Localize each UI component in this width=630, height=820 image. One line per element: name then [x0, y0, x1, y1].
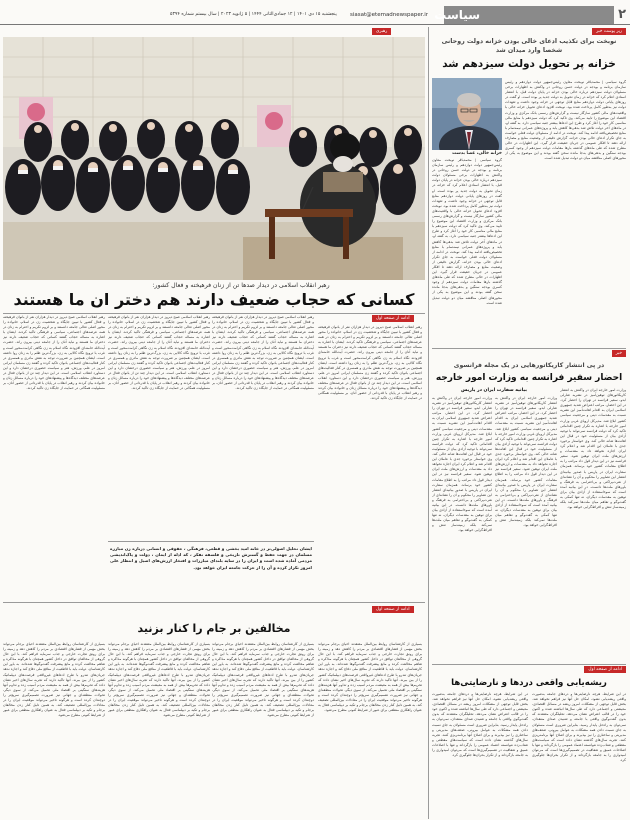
roots-story-headline: ریشه‌یابی واقعی دردها و نارضایتی‌ها: [451, 678, 607, 688]
right-top-body-col1: گروه سیاسی | محمدباقر نوبخت معاون رئیس‌جمهور دولت دوازدهم و رئیس سازمان برنامه و بودجه در دولت حسن روحانی در واکنش به اظهارات برخی مسئولان دولت سیزدهم درباره خالی بودن خزانه در پایان دولت قبل، با انتشار اسنادی اعلام کرد که خزانه در زمان تحویل به دولت جدید پر بوده است. او گفت در روزهای پایانی دولت دوازدهم منابع قابل توجهی در خزانه وجود داشت و تعهدات دولت نیز به‌طور کامل پرداخت شده بود. نوبخت افزود ادعای تحویل خزانه خالی با واقعیت‌های مالی کشور سازگار نیست و گزارش‌های رسمی بانک مرکزی و وزارت اقتصاد این موضوع را تایید می‌کند. وی تاکید کرد که دولت سیزدهم با منابع مالی مناسبی کار خود را آغاز کرد و طرح این ادعاها بیشتر جنبه سیاسی دارد. به گفته او، در ماه‌های آخر دولت تلاش شد بدهی‌ها کاهش یابد و پروژه‌های عمرانی نیمه‌تمام با منابع تخصیص‌یافته ادامه پیدا کند. نوبخت در ادامه از مسئولان دولت فعلی خواست به جای تکرار ادعای خالی بودن خزانه، گزارش دقیقی از وضعیت منابع و مصارف ارائه دهند تا افکار عمومی در جریان حقیقت قرار گیرد. این اظهارات در حالی مطرح شده که طی ماه‌های گذشته بارها مقامات دولت سیزدهم از وجود کسری بودجه سنگین و بدهی‌های به‌جا مانده سخن گفته بودند و این موضوع به یکی از محورهای اصلی مناقشه میان دو دولت تبدیل شده است.: [505, 80, 626, 161]
france-story-tag: خبر: [612, 350, 626, 357]
opponents-story-body-col4: بسیاری از کارشناسان روابط بین‌الملل معتقدند احیای برجام می‌تواند بخش مهمی از فشارهای اقتصادی بر مردم را کاهش دهد و زمینه را برای رونق تجارت خارجی و جذب سرمایه فراهم کند. با این حال گروهی از مخالفان توافق در داخل کشور همچنان با هرگونه مذاکره و تفاهم مخالفت کرده و مانع پیشرفت گفت‌وگوها شده‌اند. به باور این کارشناسان، دولت باید با قاطعیت از منافع ملی دفاع کند و اجازه ندهد جریان‌های تندرو با طرح ادعاهای غیرواقعی فرصت‌های دیپلماتیک کشور را از بین ببرند. آنها تاکید دارند که تجربه سال‌های اخیر نشان داده که تحریم‌ها بیش از همه به معیشت مردم آسیب زده و تداوم آنها هزینه‌های سنگینی بر اقتصاد ملی تحمیل می‌کند. از سوی دیگر، تحولات منطقه‌ای و جهانی نیز ضرورت تصمیم‌گیری سریع‌تر را دوچندان کرده است و هرگونه تاخیر می‌تواند موقعیت ایران را در معادلات بین‌المللی تضعیف کند. به همین دلیل کنار زدن مخالفان برجام و تکیه بر دیپلماسی فعال به عنوان راهکاری منطقی برای عبور از شرایط کنونی مطرح می‌شود.: [3, 642, 105, 718]
opponents-story-headline: مخالفین بر جام را کنار بزنید: [137, 622, 291, 635]
website-link[interactable]: siasat@etemadnewspaper.ir: [350, 12, 429, 18]
france-story-bottom-rule: [432, 664, 626, 665]
right-top-bottom-rule: [432, 348, 626, 349]
opponents-story-body-col2: بسیاری از کارشناسان روابط بین‌الملل معتقدند احیای برجام می‌تواند بخش مهمی از فشارهای اقتصادی بر مردم را کاهش دهد و زمینه را برای رونق تجارت خارجی و جذب سرمایه فراهم کند. با این حال گروهی از مخالفان توافق در داخل کشور همچنان با هرگونه مذاکره و تفاهم مخالفت کرده و مانع پیشرفت گفت‌وگوها شده‌اند. به باور این کارشناسان، دولت باید با قاطعیت از منافع ملی دفاع کند و اجازه ندهد جریان‌های تندرو با طرح ادعاهای غیرواقعی فرصت‌های دیپلماتیک کشور را از بین ببرند. آنها تاکید دارند که تجربه سال‌های اخیر نشان داده که تحریم‌ها بیش از همه به معیشت مردم آسیب زده و تداوم آنها هزینه‌های سنگینی بر اقتصاد ملی تحمیل می‌کند. از سوی دیگر، تحولات منطقه‌ای و جهانی نیز ضرورت تصمیم‌گیری سریع‌تر را دوچندان کرده است و هرگونه تاخیر می‌تواند موقعیت ایران را در معادلات بین‌المللی تضعیف کند. به همین دلیل کنار زدن مخالفان برجام و تکیه بر دیپلماسی فعال به عنوان راهکاری منطقی برای عبور از شرایط کنونی مطرح می‌شود.: [212, 642, 314, 718]
opponents-story-body-col3: بسیاری از کارشناسان روابط بین‌الملل معتقدند احیای برجام می‌تواند بخش مهمی از فشارهای اقتصادی بر مردم را کاهش دهد و زمینه را برای رونق تجارت خارجی و جذب سرمایه فراهم کند. با این حال گروهی از مخالفان توافق در داخل کشور همچنان با هرگونه مذاکره و تفاهم مخالفت کرده و مانع پیشرفت گفت‌وگوها شده‌اند. به باور این کارشناسان، دولت باید با قاطعیت از منافع ملی دفاع کند و اجازه ندهد جریان‌های تندرو با طرح ادعاهای غیرواقعی فرصت‌های دیپلماتیک کشور را از بین ببرند. آنها تاکید دارند که تجربه سال‌های اخیر نشان داده که تحریم‌ها بیش از همه به معیشت مردم آسیب زده و تداوم آنها هزینه‌های سنگینی بر اقتصاد ملی تحمیل می‌کند. از سوی دیگر، تحولات منطقه‌ای و جهانی نیز ضرورت تصمیم‌گیری سریع‌تر را دوچندان کرده است و هرگونه تاخیر می‌تواند موقعیت ایران را در معادلات بین‌المللی تضعیف کند. به همین دلیل کنار زدن مخالفان برجام و تکیه بر دیپلماسی فعال به عنوان راهکاری منطقی برای عبور از شرایط کنونی مطرح می‌شود.: [108, 642, 210, 718]
main-story-tag: رهبری: [372, 28, 391, 35]
france-story-sub: بیانیه سفارت ایران در پاریس: [461, 388, 527, 393]
main-story-photo: [3, 37, 425, 280]
right-top-kicker: نوبخت برای تکذیب ادعای خالی بودن خزانه دولت روحانی شخصا وارد میدان شد: [441, 38, 617, 54]
main-story-headline-rule: [3, 313, 425, 314]
roots-story-body-col1: در این شرایط، هرچه نارضایتی‌ها و دردهای جامعه به‌صورت واقعی ریشه‌یابی نشود، امکان حل آنها نیز فراهم نخواهد شد. بخش قابل توجهی از مشکلات امروز ریشه در مسائل اقتصادی، معیشتی و اجتماعی دارد که طی سال‌ها انباشته شده و اکنون خود را در قالب اعتراض نشان می‌دهد. تحلیلگران معتقدند که بدون گفت‌وگوی واقعی با جامعه و شنیدن صدای منتقدان، نمی‌توان به راه‌حل پایدار رسید. بنابراین ضروری است مسئولان به جای نسبت دادن همه مشکلات به عوامل بیرونی، ضعف‌های مدیریتی و ساختاری را نیز بپذیرند و برای اصلاح آنها برنامه‌ریزی کنند. تجربه سال‌های گذشته نشان داده است که سیاست‌های مقطعی و شتاب‌زده نتوانسته اعتماد عمومی را بازگرداند و تنها با اصلاحات عمیق و شفافیت در تصمیم‌گیری‌ها است که می‌توان امیدواری را به جامعه بازگرداند و از تکرار بحران‌ها جلوگیری کرد.: [532, 692, 626, 763]
france-story-headline: احضار سفیر فرانسه به وزارت امور خارجه: [435, 373, 623, 383]
main-story-body-col4: رهبر انقلاب اسلامی صبح دیروز در دیدار هزاران نفر از بانوان فرهیخته و فعال کشور با تبیین جایگاه و شخصیت زن در اسلام، خانواده را محور اصلی تعالی جامعه دانستند و بر لزوم تکریم و احترام به زنان در همه عرصه‌های اجتماعی، سیاسی و فرهنگی تاکید کردند. ایشان با اشاره به مساله حجاب گفتند کسانی که حجاب ضعیف دارند نیز دختران ما هستند و نباید آنان را از جامعه دینی بیرون راند. حضرت آیت‌الله خامنه‌ای افزودند نگاه اسلام به زن نگاهی کرامت‌محور است و غرب با ترویج نگاه کالایی به زن، بزرگ‌ترین ظلم را به زنان روا داشته است. ایشان همچنین بر ضرورت توجه به نقش مادری و همسری در کنار فعالیت‌های اجتماعی بانوان تاکید کرده و گفتند زن مسلمان ایرانی امروز در علم، ورزش، هنر و سیاست حضوری درخشان دارد و این دستاورد انقلاب اسلامی است. در این دیدار چند تن از بانوان فعال در عرصه‌های مختلف دیدگاه‌ها و پیشنهادهای خود را درباره مسائل زنان و خانواده بیان کردند و رهبر انقلاب در پایان با قدردانی از حضور آنان، بر مسئولیت همگانی در حمایت از جایگاه زن تاکید کردند.: [3, 315, 105, 391]
date-line: پنجشنبه ۱۵ دی ۱۴۰۱ | ۱۲ جمادی‌الثانی ۱۴۴۴ | ۵ ژانویه ۲۰۲۳ | سال بیستم شماره ۵۳۹۴: [170, 12, 337, 17]
opponents-story-body-col1: بسیاری از کارشناسان روابط بین‌الملل معتقدند احیای برجام می‌تواند بخش مهمی از فشارهای اقتصادی بر مردم را کاهش دهد و زمینه را برای رونق تجارت خارجی و جذب سرمایه فراهم کند. با این حال گروهی از مخالفان توافق در داخل کشور همچنان با هرگونه مذاکره و تفاهم مخالفت کرده و مانع پیشرفت گفت‌وگوها شده‌اند. به باور این کارشناسان، دولت باید با قاطعیت از منافع ملی دفاع کند و اجازه ندهد جریان‌های تندرو با طرح ادعاهای غیرواقعی فرصت‌های دیپلماتیک کشور را از بین ببرند. آنها تاکید دارند که تجربه سال‌های اخیر نشان داده که تحریم‌ها بیش از همه به معیشت مردم آسیب زده و تداوم آنها هزینه‌های سنگینی بر اقتصاد ملی تحمیل می‌کند. از سوی دیگر، تحولات منطقه‌ای و جهانی نیز ضرورت تصمیم‌گیری سریع‌تر را دوچندان کرده است و هرگونه تاخیر می‌تواند موقعیت ایران را در معادلات بین‌المللی تضعیف کند. به همین دلیل کنار زدن مخالفان برجام و تکیه بر دیپلماسی فعال به عنوان راهکاری منطقی برای عبور از شرایط کنونی مطرح می‌شود.: [318, 642, 422, 713]
pullquote-bottom-rule: [3, 602, 425, 603]
roots-story-body-col2: در این شرایط، هرچه نارضایتی‌ها و دردهای جامعه به‌صورت واقعی ریشه‌یابی نشود، امکان حل آنها نیز فراهم نخواهد شد. بخش قابل توجهی از مشکلات امروز ریشه در مسائل اقتصادی، معیشتی و اجتماعی دارد که طی سال‌ها انباشته شده و اکنون خود را در قالب اعتراض نشان می‌دهد. تحلیلگران معتقدند که بدون گفت‌وگوی واقعی با جامعه و شنیدن صدای منتقدان، نمی‌توان به راه‌حل پایدار رسید. بنابراین ضروری است مسئولان به جای نسبت دادن همه مشکلات به عوامل بیرونی، ضعف‌های مدیریتی و ساختاری را نیز بپذیرند و برای اصلاح آنها برنامه‌ریزی کنند. تجربه سال‌های گذشته نشان داده است که سیاست‌های مقطعی و شتاب‌زده نتوانسته اعتماد عمومی را بازگرداند و تنها با اصلاحات عمیق و شفافیت در تصمیم‌گیری‌ها است که می‌توان امیدواری را به جامعه بازگرداند و از تکرار بحران‌ها جلوگیری کرد.: [432, 692, 528, 758]
right-top-body-col2: گروه سیاسی | محمدباقر نوبخت معاون رئیس‌جمهور دولت دوازدهم و رئیس سازمان برنامه و بودجه در دولت حسن روحانی در واکنش به اظهارات برخی مسئولان دولت سیزدهم درباره خالی بودن خزانه در پایان دولت قبل، با انتشار اسنادی اعلام کرد که خزانه در زمان تحویل به دولت جدید پر بوده است. او گفت در روزهای پایانی دولت دوازدهم منابع قابل توجهی در خزانه وجود داشت و تعهدات دولت نیز به‌طور کامل پرداخت شده بود. نوبخت افزود ادعای تحویل خزانه خالی با واقعیت‌های مالی کشور سازگار نیست و گزارش‌های رسمی بانک مرکزی و وزارت اقتصاد این موضوع را تایید می‌کند. وی تاکید کرد که دولت سیزدهم با منابع مالی مناسبی کار خود را آغاز کرد و طرح این ادعاها بیشتر جنبه سیاسی دارد. به گفته او، در ماه‌های آخر دولت تلاش شد بدهی‌ها کاهش یابد و پروژه‌های عمرانی نیمه‌تمام با منابع تخصیص‌یافته ادامه پیدا کند. نوبخت در ادامه از مسئولان دولت فعلی خواست به جای تکرار ادعای خالی بودن خزانه، گزارش دقیقی از وضعیت منابع و مصارف ارائه دهند تا افکار عمومی در جریان حقیقت قرار گیرد. این اظهارات در حالی مطرح شده که طی ماه‌های گذشته بارها مقامات دولت سیزدهم از وجود کسری بودجه سنگین و بدهی‌های به‌جا مانده سخن گفته بودند و این موضوع به یکی از محورهای اصلی مناقشه میان دو دولت تبدیل شده است.: [432, 158, 502, 305]
france-story-body-col2: وزارت امور خارجه ایران در واکنش به انتشار کاریکاتورهای توهین‌آمیز در نشریه شارلی ابدو، سفیر فرانسه در تهران را احضار کرد. در این احضار، مراتب اعتراض شدید جمهوری اسلامی ایران به اقدام اهانت‌آمیز این نشریه نسبت به مقدسات دینی و مرجعیت سیاسی کشور ابلاغ شد. مدیرکل اروپای غربی وزارت امور خارجه با اشاره به تکرار چنین اقداماتی تاکید کرد که دولت فرانسه نمی‌تواند با توجیه آزادی بیان از مسئولیت خود در قبال این اهانت‌ها شانه خالی کند. وی خواستار برخورد جدی با عاملان این اقدام شد و اعلام کرد ایران اجازه نخواهد داد به مقدسات و ارزش‌های ملت ایران توهین شود. سفیر فرانسه نیز در این دیدار قول داد مراتب را به اطلاع مقامات کشور خود برساند. همزمان سفارت ایران در پاریس با صدور بیانیه‌ای انتشار این تصاویر را محکوم و آن را نشانه‌ای از نفرت‌پراکنی و بی‌احترامی به فرهنگ و باورهای ملت‌ها دانست. در این بیانیه آمده است که سوءاستفاده از آزادی بیان برای توهین به مقدسات دیگران، نه تنها کمکی به گفت‌وگو و تفاهم میان ملت‌ها نمی‌کند بلکه زمینه‌ساز تنش و افراط‌گرایی خواهد بود.: [495, 396, 557, 528]
main-story-body-col2: رهبر انقلاب اسلامی صبح دیروز در دیدار هزاران نفر از بانوان فرهیخته و فعال کشور با تبیین جایگاه و شخصیت زن در اسلام، خانواده را محور اصلی تعالی جامعه دانستند و بر لزوم تکریم و احترام به زنان در همه عرصه‌های اجتماعی، سیاسی و فرهنگی تاکید کردند. ایشان با اشاره به مساله حجاب گفتند کسانی که حجاب ضعیف دارند نیز دختران ما هستند و نباید آنان را از جامعه دینی بیرون راند. حضرت آیت‌الله خامنه‌ای افزودند نگاه اسلام به زن نگاهی کرامت‌محور است و غرب با ترویج نگاه کالایی به زن، بزرگ‌ترین ظلم را به زنان روا داشته است. ایشان همچنین بر ضرورت توجه به نقش مادری و همسری در کنار فعالیت‌های اجتماعی بانوان تاکید کرده و گفتند زن مسلمان ایرانی امروز در علم، ورزش، هنر و سیاست حضوری درخشان دارد و این دستاورد انقلاب اسلامی است. در این دیدار چند تن از بانوان فعال در عرصه‌های مختلف دیدگاه‌ها و پیشنهادهای خود را درباره مسائل زنان و خانواده بیان کردند و رهبر انقلاب در پایان با قدردانی از حضور آنان، بر مسئولیت همگانی در حمایت از جایگاه زن تاکید کردند.: [212, 315, 314, 391]
right-top-headline: خزانه پر تحویل دولت سیزدهم شد: [442, 58, 616, 70]
main-story-pullquote: ایشان تحلیل اصولی‌تر در خانه امید بخشی و قطعی، فرهنگی ، حقوقی و انسانی درباره زن مبارزه مسلمان در جهت حفظ و گسترش تاریخی و فلسفه تفکر ، که ادله از ایمان ، دولت و پاک‌اندیشی مردمی آماده شده است و ایران را در سایه بلندای مبارزات و افتخار ارزش‌های اصیل و انتظار علی امروز تکرار کرده و آن را از حرکت جامعه ایران خواهد بود.: [110, 546, 312, 570]
main-story-body-col1: رهبر انقلاب اسلامی صبح دیروز در دیدار هزاران نفر از بانوان فرهیخته و فعال کشور با تبیین جایگاه و شخصیت زن در اسلام، خانواده را محور اصلی تعالی جامعه دانستند و بر لزوم تکریم و احترام به زنان در همه عرصه‌های اجتماعی، سیاسی و فرهنگی تاکید کردند. ایشان با اشاره به مساله حجاب گفتند کسانی که حجاب ضعیف دارند نیز دختران ما هستند و نباید آنان را از جامعه دینی بیرون راند. حضرت آیت‌الله خامنه‌ای افزودند نگاه اسلام به زن نگاهی کرامت‌محور است و غرب با ترویج نگاه کالایی به زن، بزرگ‌ترین ظلم را به زنان روا داشته است. ایشان همچنین بر ضرورت توجه به نقش مادری و همسری در کنار فعالیت‌های اجتماعی بانوان تاکید کرده و گفتند زن مسلمان ایرانی امروز در علم، ورزش، هنر و سیاست حضوری درخشان دارد و این دستاورد انقلاب اسلامی است. در این دیدار چند تن از بانوان فعال در عرصه‌های مختلف دیدگاه‌ها و پیشنهادهای خود را درباره مسائل زنان و خانواده بیان کردند و رهبر انقلاب در پایان با قدردانی از حضور آنان، بر مسئولیت همگانی در حمایت از جایگاه زن تاکید کردند.: [318, 325, 422, 401]
main-story-kicker: رهبر انقلاب اسلامی در دیدار صدها تن از زنان فرهیخته و فعال کشور:: [152, 282, 330, 289]
main-story-body-col3: رهبر انقلاب اسلامی صبح دیروز در دیدار هزاران نفر از بانوان فرهیخته و فعال کشور با تبیین جایگاه و شخصیت زن در اسلام، خانواده را محور اصلی تعالی جامعه دانستند و بر لزوم تکریم و احترام به زنان در همه عرصه‌های اجتماعی، سیاسی و فرهنگی تاکید کردند. ایشان با اشاره به مساله حجاب گفتند کسانی که حجاب ضعیف دارند نیز دختران ما هستند و نباید آنان را از جامعه دینی بیرون راند. حضرت آیت‌الله خامنه‌ای افزودند نگاه اسلام به زن نگاهی کرامت‌محور است و غرب با ترویج نگاه کالایی به زن، بزرگ‌ترین ظلم را به زنان روا داشته است. ایشان همچنین بر ضرورت توجه به نقش مادری و همسری در کنار فعالیت‌های اجتماعی بانوان تاکید کرده و گفتند زن مسلمان ایرانی امروز در علم، ورزش، هنر و سیاست حضوری درخشان دارد و این دستاورد انقلاب اسلامی است. در این دیدار چند تن از بانوان فعال در عرصه‌های مختلف دیدگاه‌ها و پیشنهادهای خود را درباره مسائل زنان و خانواده بیان کردند و رهبر انقلاب در پایان با قدردانی از حضور آنان، بر مسئولیت همگانی در حمایت از جایگاه زن تاکید کردند.: [108, 315, 210, 391]
right-top-photo-caption: خزانه خالی، عصا بدست: [452, 151, 502, 156]
masthead-rule: [0, 24, 630, 25]
main-story-continuation-tag: ادامه از صفحه اول: [372, 315, 414, 322]
column-divider: [428, 27, 429, 819]
france-story-kicker: در پی انتشار کاریکاتورهایی در یک مجله فرانسوی: [453, 362, 605, 369]
france-story-body-col3: وزارت امور خارجه ایران در واکنش به انتشار کاریکاتورهای توهین‌آمیز در نشریه شارلی ابدو، سفیر فرانسه در تهران را احضار کرد. در این احضار، مراتب اعتراض شدید جمهوری اسلامی ایران به اقدام اهانت‌آمیز این نشریه نسبت به مقدسات دینی و مرجعیت سیاسی کشور ابلاغ شد. مدیرکل اروپای غربی وزارت امور خارجه با اشاره به تکرار چنین اقداماتی تاکید کرد که دولت فرانسه نمی‌تواند با توجیه آزادی بیان از مسئولیت خود در قبال این اهانت‌ها شانه خالی کند. وی خواستار برخورد جدی با عاملان این اقدام شد و اعلام کرد ایران اجازه نخواهد داد به مقدسات و ارزش‌های ملت ایران توهین شود. سفیر فرانسه نیز در این دیدار قول داد مراتب را به اطلاع مقامات کشور خود برساند. همزمان سفارت ایران در پاریس با صدور بیانیه‌ای انتشار این تصاویر را محکوم و آن را نشانه‌ای از نفرت‌پراکنی و بی‌احترامی به فرهنگ و باورهای ملت‌ها دانست. در این بیانیه آمده است که سوءاستفاده از آزادی بیان برای توهین به مقدسات دیگران، نه تنها کمکی به گفت‌وگو و تفاهم میان ملت‌ها نمی‌کند بلکه زمینه‌ساز تنش و افراط‌گرایی خواهد بود.: [432, 396, 492, 533]
pullquote-rule: [108, 541, 314, 542]
main-story-headline: کسانی که حجاب ضعیف دارند هم دختر ان ما هستند: [13, 290, 415, 309]
page-number: ۲: [618, 7, 626, 22]
roots-story-tag: ادامه از صفحه اول: [584, 666, 626, 673]
opponents-story-tag: ادامه از صفحه اول: [372, 606, 414, 613]
france-story-body-col1: وزارت امور خارجه ایران در واکنش به انتشار کاریکاتورهای توهین‌آمیز در نشریه شارلی ابدو، سفیر فرانسه در تهران را احضار کرد. در این احضار، مراتب اعتراض شدید جمهوری اسلامی ایران به اقدام اهانت‌آمیز این نشریه نسبت به مقدسات دینی و مرجعیت سیاسی کشور ابلاغ شد. مدیرکل اروپای غربی وزارت امور خارجه با اشاره به تکرار چنین اقداماتی تاکید کرد که دولت فرانسه نمی‌تواند با توجیه آزادی بیان از مسئولیت خود در قبال این اهانت‌ها شانه خالی کند. وی خواستار برخورد جدی با عاملان این اقدام شد و اعلام کرد ایران اجازه نخواهد داد به مقدسات و ارزش‌های ملت ایران توهین شود. سفیر فرانسه نیز در این دیدار قول داد مراتب را به اطلاع مقامات کشور خود برساند. همزمان سفارت ایران در پاریس با صدور بیانیه‌ای انتشار این تصاویر را محکوم و آن را نشانه‌ای از نفرت‌پراکنی و بی‌احترامی به فرهنگ و باورهای ملت‌ها دانست. در این بیانیه آمده است که سوءاستفاده از آزادی بیان برای توهین به مقدسات دیگران، نه تنها کمکی به گفت‌وگو و تفاهم میان ملت‌ها نمی‌کند بلکه زمینه‌ساز تنش و افراط‌گرایی خواهد بود.: [560, 388, 626, 510]
section-title: سیاست: [434, 8, 480, 22]
right-top-tag: زیر پوست خبر: [592, 28, 626, 35]
right-top-photo: [432, 78, 502, 150]
